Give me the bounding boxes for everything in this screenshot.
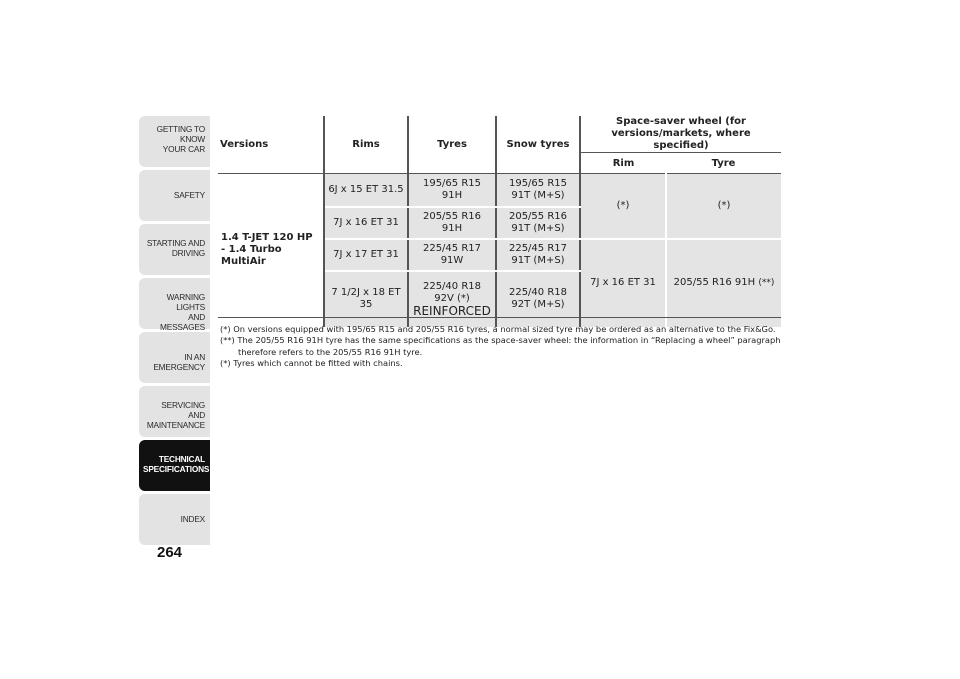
tyre-line: 92V (*): [434, 293, 470, 304]
rim-cell: 7 1/2J x 18 ET 35: [324, 271, 408, 327]
space-saver-tyre-note: (**): [758, 278, 775, 288]
space-saver-rim-cell: 7J x 16 ET 31: [580, 239, 666, 327]
tyre-cell: 225/45 R17 91W: [408, 239, 496, 271]
tab-label: SERVICING AND MAINTENANCE: [146, 400, 205, 430]
tab-safety[interactable]: [139, 170, 210, 221]
table-bottom-rule: [218, 317, 781, 318]
tab-getting-to-know[interactable]: [139, 116, 210, 167]
snow-tyre-cell: 225/40 R18 92T (M+S): [496, 271, 580, 327]
tab-technical-specifications[interactable]: [139, 440, 210, 491]
tab-label: TECHNICAL SPECIFICATIONS: [143, 454, 210, 474]
space-saver-tyre-cell: (*): [666, 174, 781, 239]
tab-label: INDEX: [180, 514, 205, 524]
version-cell: 1.4 T-JET 120 HP - 1.4 Turbo MultiAir: [218, 174, 324, 327]
tab-label: SAFETY: [173, 190, 205, 200]
tab-servicing[interactable]: [139, 386, 210, 437]
rim-cell: 6J x 15 ET 31.5: [324, 174, 408, 207]
header-tyre: Tyre: [666, 153, 781, 174]
space-saver-rim-cell: (*): [580, 174, 666, 239]
tab-label: STARTING AND DRIVING: [146, 238, 205, 258]
page-number: 264: [157, 544, 183, 561]
footnote: (**) The 205/55 R16 91H tyre has the same specifications as the space-saver wheel: the information in “Replacing a wheel” paragraph therefore refers to the 205/55 R16 91H tyre.: [220, 335, 781, 357]
header-space-saver: Space-saver wheel (for versions/markets, where specified): [580, 116, 781, 153]
space-saver-tyre-value: 205/55 R16 91H: [673, 277, 756, 288]
rim-cell: 7J x 17 ET 31: [324, 239, 408, 271]
tyre-cell: [408, 271, 496, 327]
space-saver-tyre-cell: [666, 239, 781, 327]
tab-index[interactable]: [139, 494, 210, 545]
tab-label: WARNING LIGHTS AND MESSAGES: [160, 292, 205, 332]
tyre-cell: 195/65 R15 91H: [408, 174, 496, 207]
header-rims: Rims: [324, 116, 408, 174]
header-versions: Versions: [218, 116, 324, 174]
tab-warning-lights[interactable]: [139, 278, 210, 332]
tyre-spec-table: [218, 116, 781, 327]
footnote: (*) On versions equipped with 195/65 R15 and 205/55 R16 tyres, a normal sized tyre may be ordered as an alternative to the Fix&Go.: [220, 324, 776, 334]
header-rim: Rim: [580, 153, 666, 174]
tyre-line: 225/40 R18: [422, 281, 482, 292]
tab-label: IN AN EMERGENCY: [153, 352, 205, 372]
header-snow-tyres: Snow tyres: [496, 116, 580, 174]
snow-tyre-cell: 225/45 R17 91T (M+S): [496, 239, 580, 271]
snow-tyre-cell: 195/65 R15 91T (M+S): [496, 174, 580, 207]
tyre-reinforced: REINFORCED: [413, 304, 491, 318]
snow-tyre-cell: 205/55 R16 91T (M+S): [496, 207, 580, 239]
header-tyres: Tyres: [408, 116, 496, 174]
rim-cell: 7J x 16 ET 31: [324, 207, 408, 239]
tyre-cell: 205/55 R16 91H: [408, 207, 496, 239]
footnotes: [220, 324, 790, 369]
tab-in-an-emergency[interactable]: [139, 332, 210, 383]
tab-label: GETTING TO KNOW YOUR CAR: [156, 124, 205, 154]
footnote: (*) Tyres which cannot be fitted with chains.: [220, 357, 403, 368]
tab-starting-and-driving[interactable]: [139, 224, 210, 275]
